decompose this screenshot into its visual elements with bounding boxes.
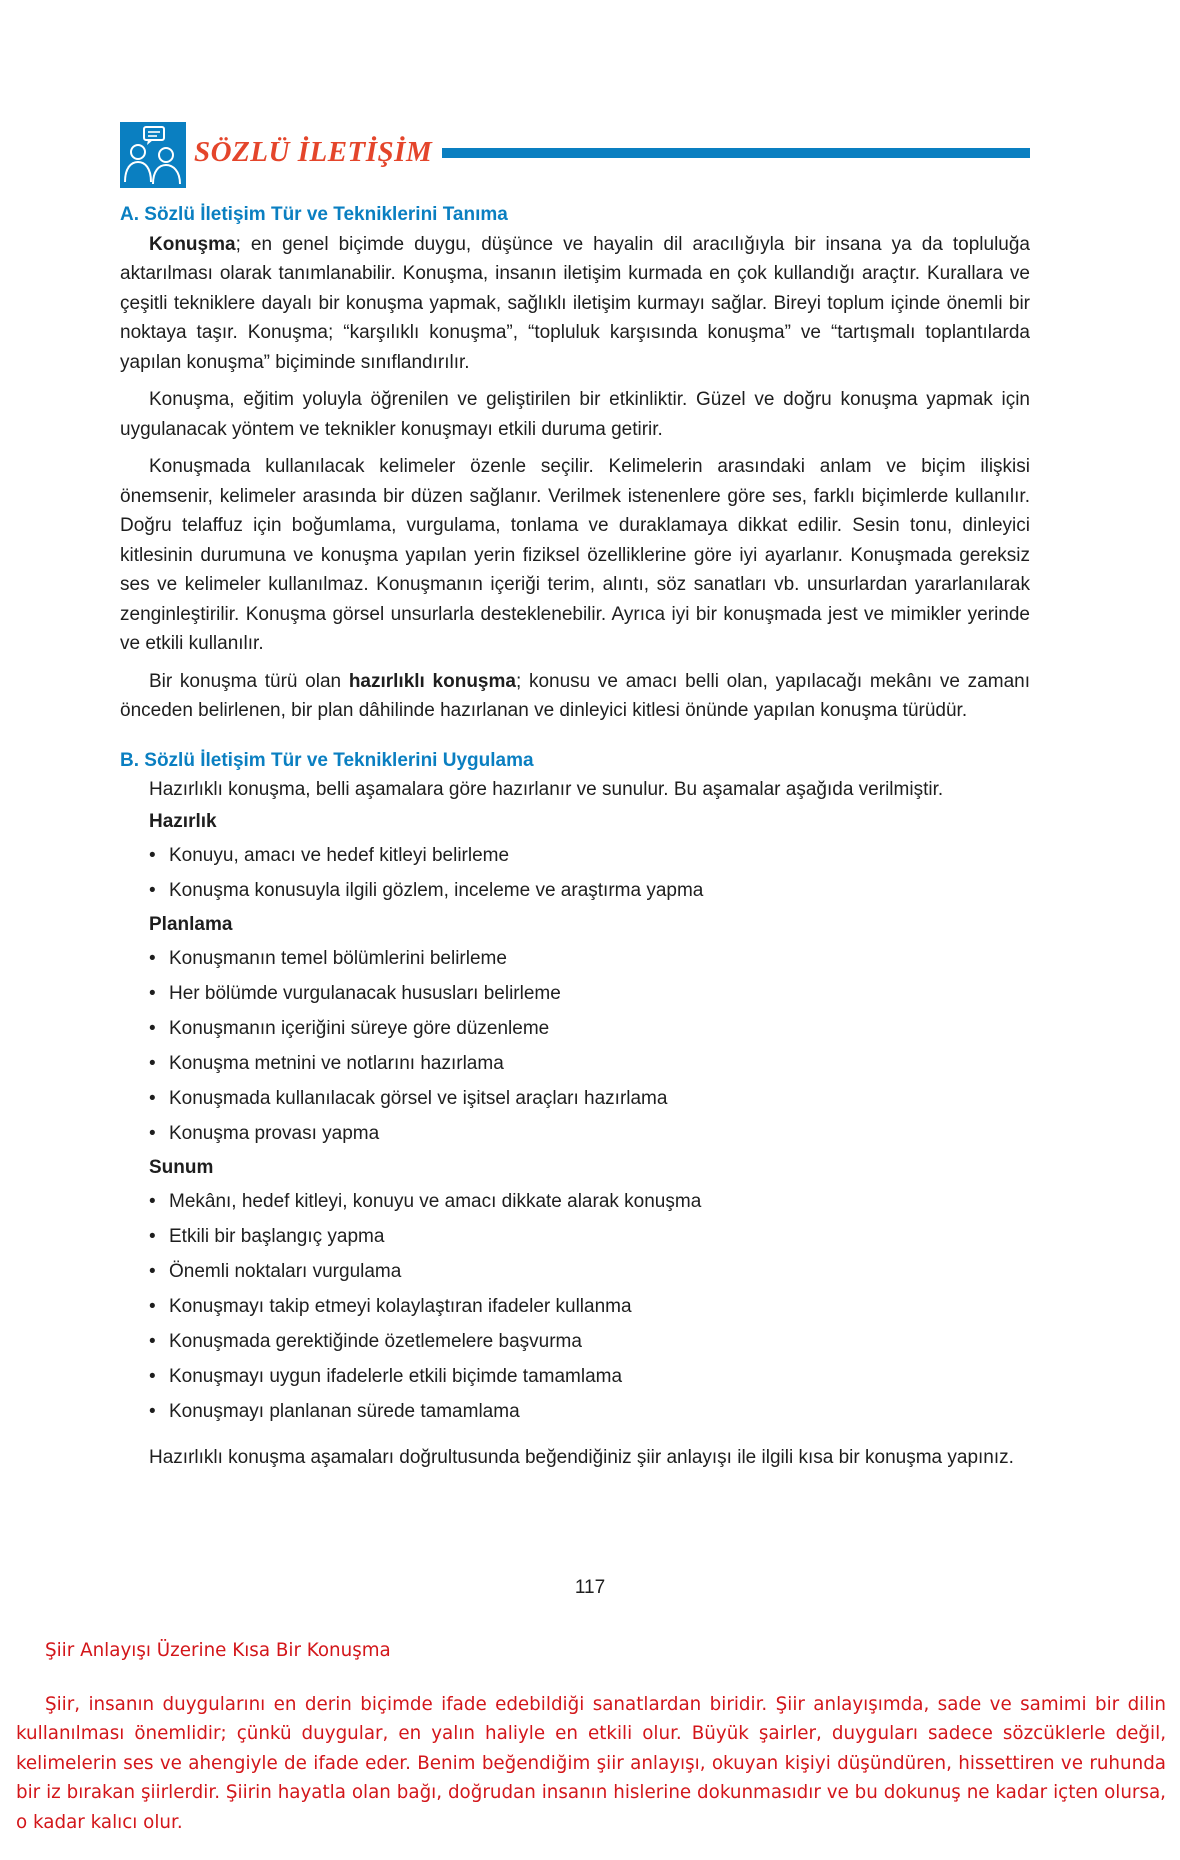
answer-title: Şiir Anlayışı Üzerine Kısa Bir Konuşma (45, 1640, 391, 1661)
list-item: • Konuşma metnini ve notlarını hazırlama (149, 1046, 1030, 1081)
prepared-speech-pre: Bir konuşma türü olan (149, 670, 349, 692)
section-b-intro: Hazırlıklı konuşma, belli aşamalara göre hazırlanır ve sunulur. Bu aşamalar aşağıda verilmiştir. (149, 779, 944, 800)
list-item: • Her bölümde vurgulanacak hususları belirleme (149, 976, 1030, 1011)
paragraph-definition-text: ; en genel biçimde duygu, düşünce ve hayalin dil aracılığıyla bir insana ya da topluluğa aktarılması olarak tanımlanabilir. Konuşma, insanın iletişim kurmada en çok kullandığı araçtır. Kurallara ve çeşitli tekniklere dayalı bir konuşma yapmak, sağlıklı iletişim kurmayı sağlar. Bireyi toplum içinde önemli bir noktaya taşır. Konuşma; “karşılıklı konuşma”, “topluluk karşısında konuşma” ve “tartışmalı toplantılarda yapılan konuşma” biçiminde sınıflandırılır. (120, 233, 1030, 373)
group-list-planlama (120, 941, 1030, 1151)
list-item: • Konuşmayı takip etmeyi kolaylaştıran ifadeler kullanma (149, 1289, 1030, 1324)
list-item: • Etkili bir başlangıç yapma (149, 1219, 1030, 1254)
page-content (120, 200, 1030, 1472)
term-prepared-speech: hazırlıklı konuşma (348, 670, 516, 692)
prepared-speech-post: ; konusu ve amacı belli olan, yapılacağı mekânı ve zamanı önceden belirlenen, bir plan dâhilinde hazırlanan ve dinleyici kitlesi önünde yapılan konuşma türüdür. (120, 670, 1030, 721)
task-instruction: Hazırlıklı konuşma aşamaları doğrultusunda beğendiğiniz şiir anlayışı ile ilgili kısa bir konuşma yapınız. (149, 1446, 1014, 1468)
group-list-hazirlik (120, 838, 1030, 908)
list-item: • Mekânı, hedef kitleyi, konuyu ve amacı dikkate alarak konuşma (149, 1184, 1030, 1219)
section-a-heading: A. Sözlü İletişim Tür ve Tekniklerini Tanıma (120, 204, 508, 225)
list-item: • Konuşmanın içeriğini süreye göre düzenleme (149, 1011, 1030, 1046)
paragraph-definition (120, 230, 1030, 378)
list-item: • Konuşmayı uygun ifadelerle etkili biçimde tamamlama (149, 1359, 1030, 1394)
list-item: • Konuşma provası yapma (149, 1116, 1030, 1151)
list-item: • Konuşmada kullanılacak görsel ve işitsel araçları hazırlama (149, 1081, 1030, 1116)
list-item: • Konuşmanın temel bölümlerini belirleme (149, 941, 1030, 976)
group-title-planlama: Planlama (149, 913, 233, 935)
list-item: • Konuşmada gerektiğinde özetlemelere başvurma (149, 1324, 1030, 1359)
chapter-title: SÖZLÜ İLETİŞİM (194, 136, 433, 168)
header-rule (442, 148, 1030, 158)
section-b-heading: B. Sözlü İletişim Tür ve Tekniklerini Uygulama (120, 749, 534, 771)
paragraph-word-choice: Konuşmada kullanılacak kelimeler özenle seçilir. Kelimelerin arasındaki anlam ve biçim ilişkisi önemsenir, kelimeler arasında bir düzen sağlanır. Verilmek istenenlere göre ses, farklı biçimlerde kullanılır. Doğru telaffuz için boğumlama, vurgulama, tonlama ve duraklamaya dikkat edilir. Sesin tonu, dinleyici kitlesinin durumuna ve konuşma yapılan yerin fiziksel özelliklerine göre iyi ayarlanır. Konuşmada gereksiz ses ve kelimeler kullanılmaz. Konuşmanın içeriği terim, alıntı, söz sanatları vb. unsurlardan yararlanılarak zenginleştirilir. Konuşma görsel unsurlarla desteklenebilir. Ayrıca iyi bir konuşmada jest ve mimikler yerinde ve etkili kullanılır. (120, 456, 1030, 654)
list-item: • Konuşmayı planlanan sürede tamamlama (149, 1394, 1030, 1429)
list-item: • Konuyu, amacı ve hedef kitleyi belirleme (149, 838, 1030, 873)
paragraph-prepared-speech (120, 667, 1030, 726)
handwritten-answer (16, 1636, 1166, 1837)
section-header (120, 122, 1030, 188)
group-title-sunum: Sunum (149, 1156, 214, 1178)
speaking-people-icon (120, 122, 186, 188)
list-item: • Konuşma konusuyla ilgili gözlem, inceleme ve araştırma yapma (149, 873, 1030, 908)
list-item: • Önemli noktaları vurgulama (149, 1254, 1030, 1289)
page-number: 117 (574, 1577, 606, 1598)
paragraph-education: Konuşma, eğitim yoluyla öğrenilen ve geliştirilen bir etkinliktir. Güzel ve doğru konuşma yapmak için uygulanacak yöntem ve teknikler konuşmayı etkili duruma getirir. (120, 389, 1030, 440)
answer-body: Şiir, insanın duygularını en derin biçimde ifade edebildiği sanatlardan biridir. Şiir anlayışımda, sade ve samimi bir dilin kullanılması önemlidir; çünkü duygular, en yalın haliyle en etkili olur. Büyük şairler, duyguları sadece sözcüklerle değil, kelimelerin ses ve ahengiyle de ifade eder. Benim beğendiğim şiir anlayışı, okuyan kişiyi düşündüren, hissettiren ve ruhunda bir iz bırakan şiirlerdir. Şiirin hayatla olan bağı, doğrudan insanın hislerine dokunmasıdır ve bu dokunuş ne kadar içten olursa, o kadar kalıcı olur. (16, 1693, 1166, 1833)
term-konusma: Konuşma (149, 233, 236, 255)
group-list-sunum (120, 1184, 1030, 1429)
group-title-hazirlik: Hazırlık (149, 810, 217, 832)
